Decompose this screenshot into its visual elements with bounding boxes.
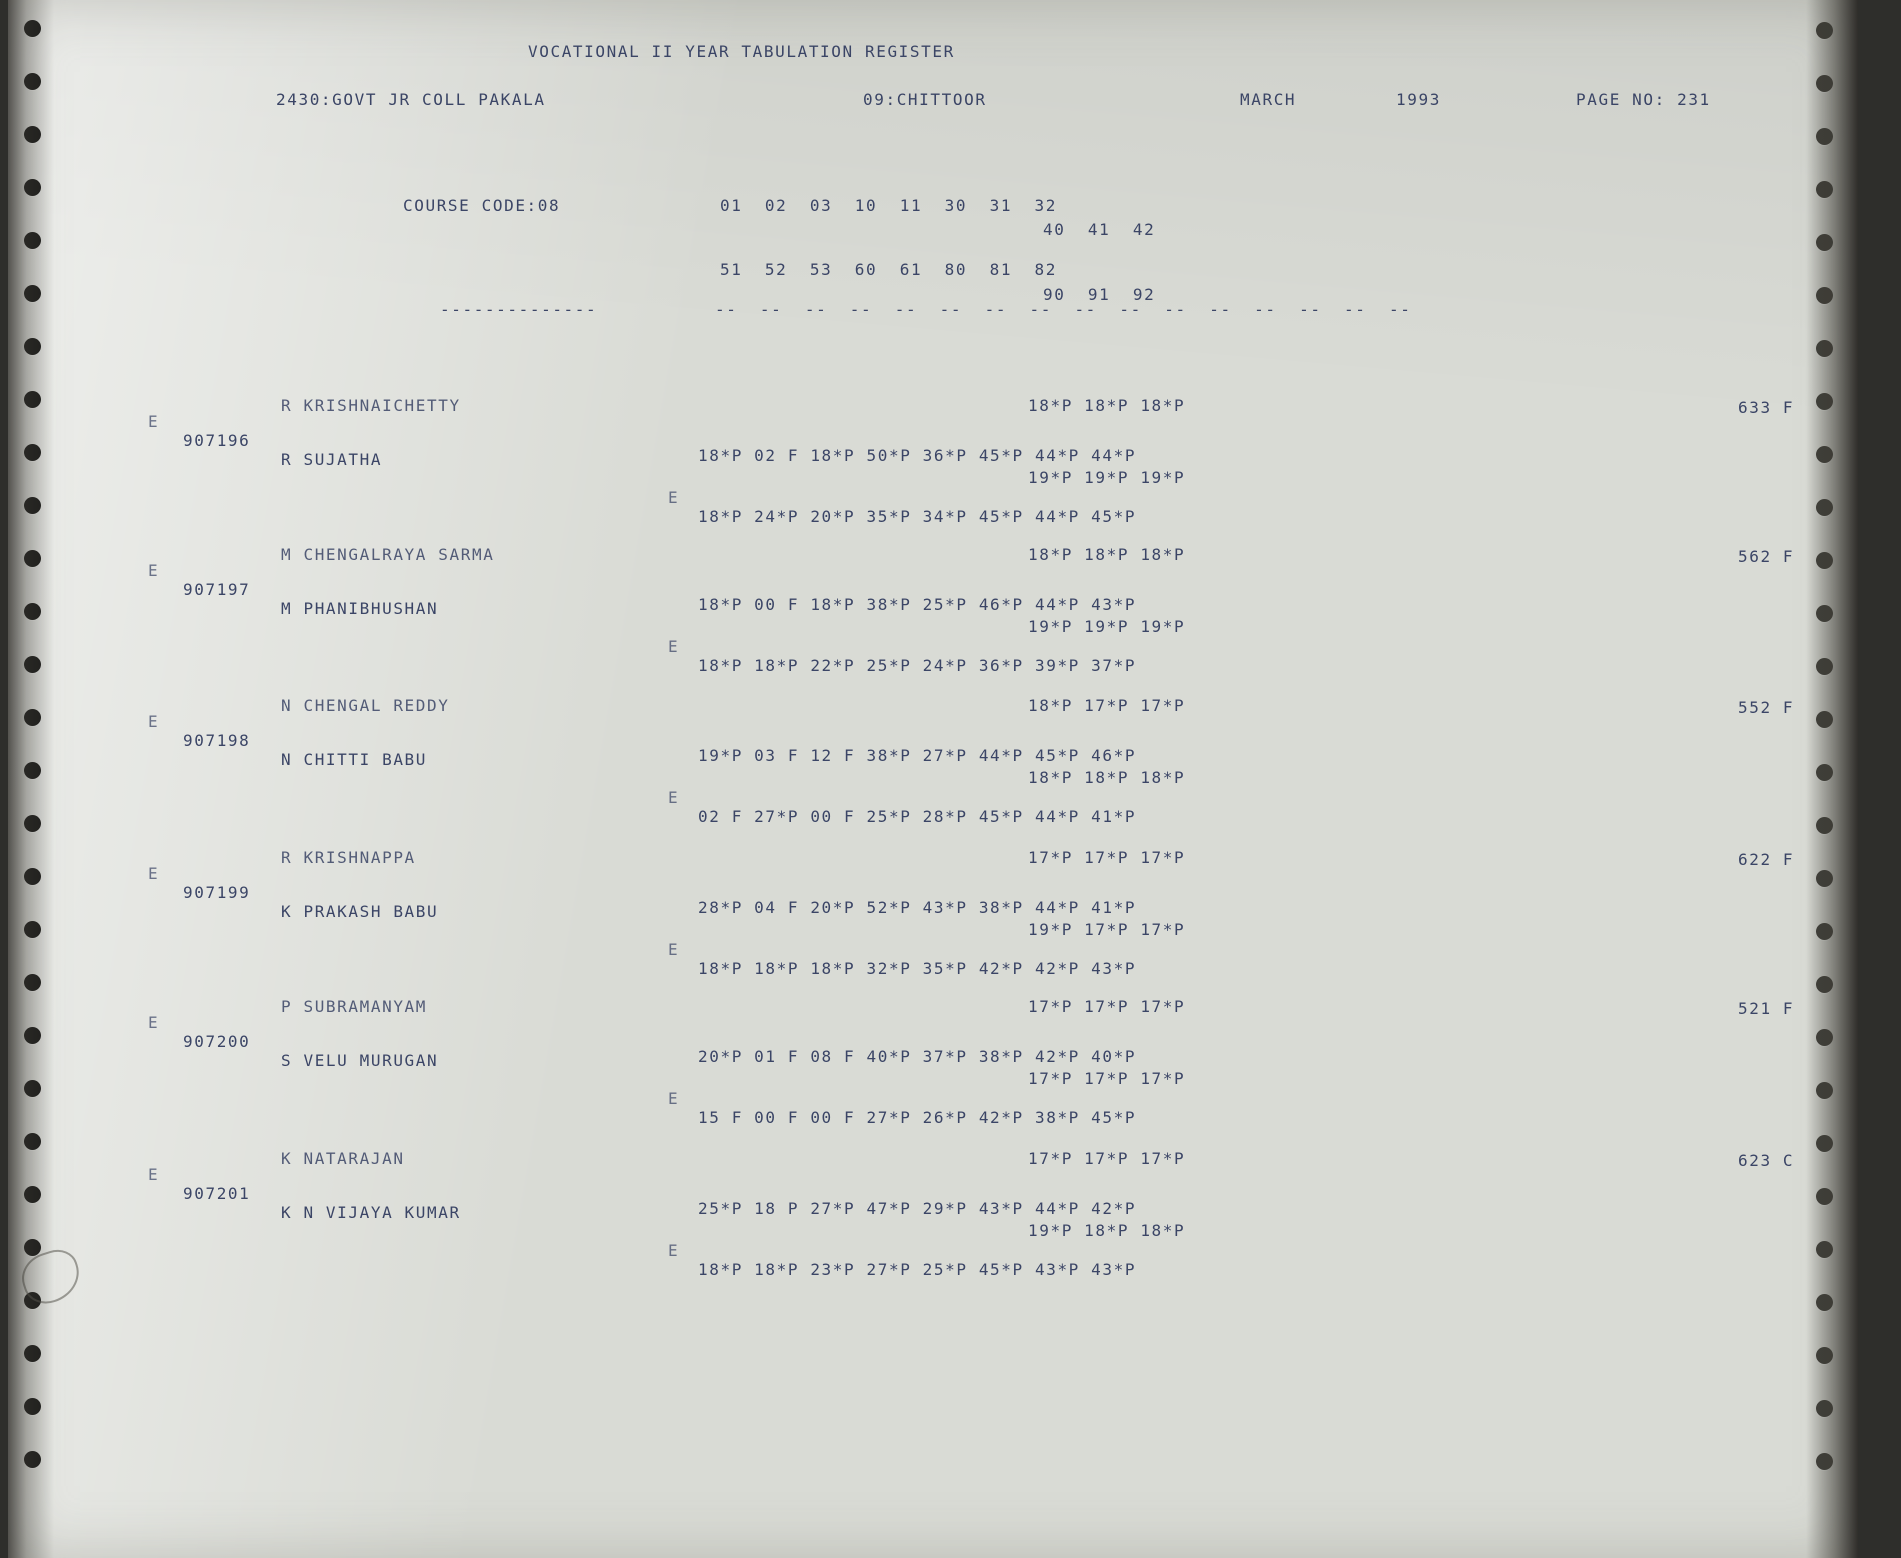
marks-line-1: 18*P 18*P 18*P 32*P 35*P 42*P 42*P 43*P (698, 959, 1137, 978)
page-number: PAGE NO: 231 (1576, 90, 1711, 109)
marks-line-2: 18*P 17*P 17*P (1028, 696, 1186, 715)
total-result: 521 F (1738, 999, 1795, 1018)
marks-line-1: 18*P 18*P 23*P 27*P 25*P 45*P 43*P 43*P (698, 1260, 1137, 1279)
marks-line-2: 17*P 17*P 17*P (1028, 1149, 1186, 1168)
marks-line-1: 18*P 18*P 22*P 25*P 24*P 36*P 39*P 37*P (698, 656, 1137, 675)
paper-sheet (8, 0, 1858, 1558)
father-name: R KRISHNAPPA (281, 848, 416, 867)
marks-line-4: 18*P 18*P 18*P (1028, 768, 1186, 787)
right-binding-shadow (1806, 0, 1858, 1558)
subject-header-row-3: 51 52 53 60 61 80 81 82 (720, 260, 1057, 279)
register-number: 907197 (183, 580, 251, 599)
subject-header-row-4: 90 91 92 (1043, 285, 1156, 304)
exam-year: 1993 (1396, 90, 1441, 109)
medium-code: E (668, 637, 680, 656)
student-name: N CHITTI BABU (281, 750, 428, 769)
subject-header-row-2: 40 41 42 (1043, 220, 1156, 239)
district-name: 09:CHITTOOR (863, 90, 987, 109)
total-result: 562 F (1738, 547, 1795, 566)
student-name: K PRAKASH BABU (281, 902, 439, 921)
register-number: 907201 (183, 1184, 251, 1203)
marks-line-2: 17*P 17*P 17*P (1028, 997, 1186, 1016)
left-binding-shadow (8, 0, 54, 1558)
marks-line-3: 28*P 04 F 20*P 52*P 43*P 38*P 44*P 41*P (698, 898, 1137, 917)
father-name: N CHENGAL REDDY (281, 696, 450, 715)
marks-line-3: 20*P 01 F 08 F 40*P 37*P 38*P 42*P 40*P (698, 1047, 1137, 1066)
marks-line-2: 17*P 17*P 17*P (1028, 848, 1186, 867)
father-name: M CHENGALRAYA SARMA (281, 545, 495, 564)
exam-code: E (148, 1165, 160, 1184)
marks-line-4: 19*P 18*P 18*P (1028, 1221, 1186, 1240)
marks-line-3: 25*P 18 P 27*P 47*P 29*P 43*P 44*P 42*P (698, 1199, 1137, 1218)
marks-line-3: 18*P 00 F 18*P 38*P 25*P 46*P 44*P 43*P (698, 595, 1137, 614)
student-name: M PHANIBHUSHAN (281, 599, 439, 618)
printed-text-layer (8, 0, 1858, 1558)
marks-line-3: 18*P 02 F 18*P 50*P 36*P 45*P 44*P 44*P (698, 446, 1137, 465)
medium-code: E (668, 488, 680, 507)
father-name: K NATARAJAN (281, 1149, 405, 1168)
father-name: P SUBRAMANYAM (281, 997, 428, 1016)
marks-line-2: 18*P 18*P 18*P (1028, 396, 1186, 415)
marks-column-rule: -- -- -- -- -- -- -- -- -- -- -- -- -- -- -- -- (715, 300, 1412, 319)
document-title: VOCATIONAL II YEAR TABULATION REGISTER (528, 42, 955, 61)
subject-header-row-1: 01 02 03 10 11 30 31 32 (720, 196, 1057, 215)
medium-code: E (668, 788, 680, 807)
marks-line-1: 18*P 24*P 20*P 35*P 34*P 45*P 44*P 45*P (698, 507, 1137, 526)
medium-code: E (668, 940, 680, 959)
exam-code: E (148, 412, 160, 431)
total-result: 552 F (1738, 698, 1795, 717)
marks-line-4: 19*P 17*P 17*P (1028, 920, 1186, 939)
total-result: 633 F (1738, 398, 1795, 417)
exam-code: E (148, 712, 160, 731)
exam-code: E (148, 561, 160, 580)
college-name: 2430:GOVT JR COLL PAKALA (276, 90, 546, 109)
marks-line-4: 19*P 19*P 19*P (1028, 468, 1186, 487)
student-name: K N VIJAYA KUMAR (281, 1203, 461, 1222)
register-number: 907196 (183, 431, 251, 450)
marks-line-4: 19*P 19*P 19*P (1028, 617, 1186, 636)
course-code-label: COURSE CODE:08 (403, 196, 561, 215)
exam-code: E (148, 1013, 160, 1032)
register-number: 907198 (183, 731, 251, 750)
medium-code: E (668, 1241, 680, 1260)
medium-code: E (668, 1089, 680, 1108)
total-result: 622 F (1738, 850, 1795, 869)
register-number: 907199 (183, 883, 251, 902)
register-number: 907200 (183, 1032, 251, 1051)
total-result: 623 C (1738, 1151, 1795, 1170)
marks-line-3: 19*P 03 F 12 F 38*P 27*P 44*P 45*P 46*P (698, 746, 1137, 765)
exam-month: MARCH (1240, 90, 1297, 109)
father-name: R KRISHNAICHETTY (281, 396, 461, 415)
student-name: R SUJATHA (281, 450, 383, 469)
marks-line-4: 17*P 17*P 17*P (1028, 1069, 1186, 1088)
marks-line-1: 15 F 00 F 00 F 27*P 26*P 42*P 38*P 45*P (698, 1108, 1137, 1127)
name-column-rule: -------------- (440, 300, 598, 319)
exam-code: E (148, 864, 160, 883)
student-name: S VELU MURUGAN (281, 1051, 439, 1070)
marks-line-2: 18*P 18*P 18*P (1028, 545, 1186, 564)
marks-line-1: 02 F 27*P 00 F 25*P 28*P 45*P 44*P 41*P (698, 807, 1137, 826)
